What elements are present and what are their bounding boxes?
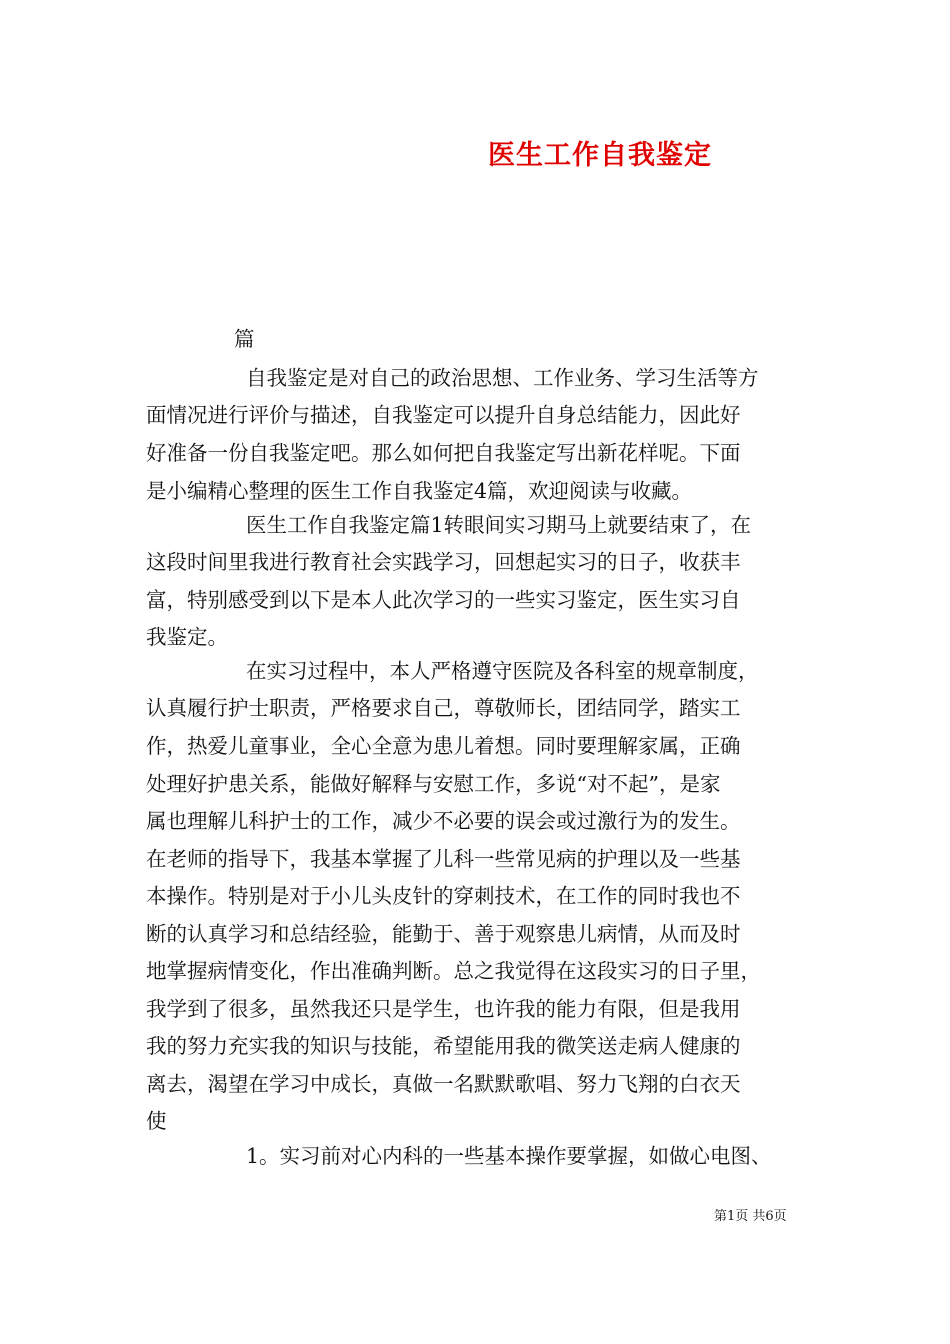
text-line: 我鉴定。 <box>146 625 228 649</box>
text-line: 1。实习前对心内科的一些基本操作要掌握，如做心电图、 <box>246 1144 772 1168</box>
document-title: 医生工作自我鉴定 <box>488 140 712 171</box>
text-line: 处理好护患关系，能做好解释与安慰工作，多说“对不起”，是家 <box>146 772 721 796</box>
text-line: 离去，渴望在学习中成长，真做一名默默歌唱、努力飞翔的白衣天 <box>146 1072 741 1096</box>
text-line: 本操作。特别是对于小儿头皮针的穿刺技术，在工作的同时我也不 <box>146 884 741 908</box>
text-line: 这段时间里我进行教育社会实践学习，回想起实习的日子，收获丰 <box>146 550 741 574</box>
text-line: 属也理解儿科护士的工作，减少不必要的误会或过激行为的发生。 <box>146 809 741 833</box>
page-number: 第1页 共6页 <box>714 1209 787 1224</box>
text-line: 医生工作自我鉴定篇1转眼间实习期马上就要结束了，在 <box>246 513 752 537</box>
text-line: 好准备一份自我鉴定吧。那么如何把自我鉴定写出新花样呢。下面 <box>146 441 741 465</box>
text-line: 自我鉴定是对自己的政治思想、工作业务、学习生活等方 <box>246 366 759 390</box>
text-line: 我的努力充实我的知识与技能，希望能用我的微笑送走病人健康的 <box>146 1034 741 1058</box>
text-line: 在老师的指导下，我基本掌握了儿科一些常见病的护理以及一些基 <box>146 847 741 871</box>
text-line: 断的认真学习和总结经验，能勤于、善于观察患儿病情，从而及时 <box>146 922 741 946</box>
text-line: 面情况进行评价与描述，自我鉴定可以提升自身总结能力，因此好 <box>146 403 741 427</box>
text-line: 认真履行护士职责，严格要求自己，尊敬师长，团结同学，踏实工 <box>146 696 741 720</box>
text-line: 我学到了很多，虽然我还只是学生，也许我的能力有限，但是我用 <box>146 997 741 1021</box>
text-line: 作，热爱儿童事业，全心全意为患儿着想。同时要理解家属，正确 <box>146 734 741 758</box>
text-line: 地掌握病情变化，作出准确判断。总之我觉得在这段实习的日子里， <box>146 959 761 983</box>
section-heading: 篇 <box>234 327 255 351</box>
text-line: 使 <box>146 1109 167 1133</box>
text-line: 在实习过程中，本人严格遵守医院及各科室的规章制度， <box>246 659 759 683</box>
text-line: 富，特别感受到以下是本人此次学习的一些实习鉴定，医生实习自 <box>146 588 741 612</box>
text-line: 是小编精心整理的医生工作自我鉴定4篇，欢迎阅读与收藏。 <box>146 479 693 503</box>
